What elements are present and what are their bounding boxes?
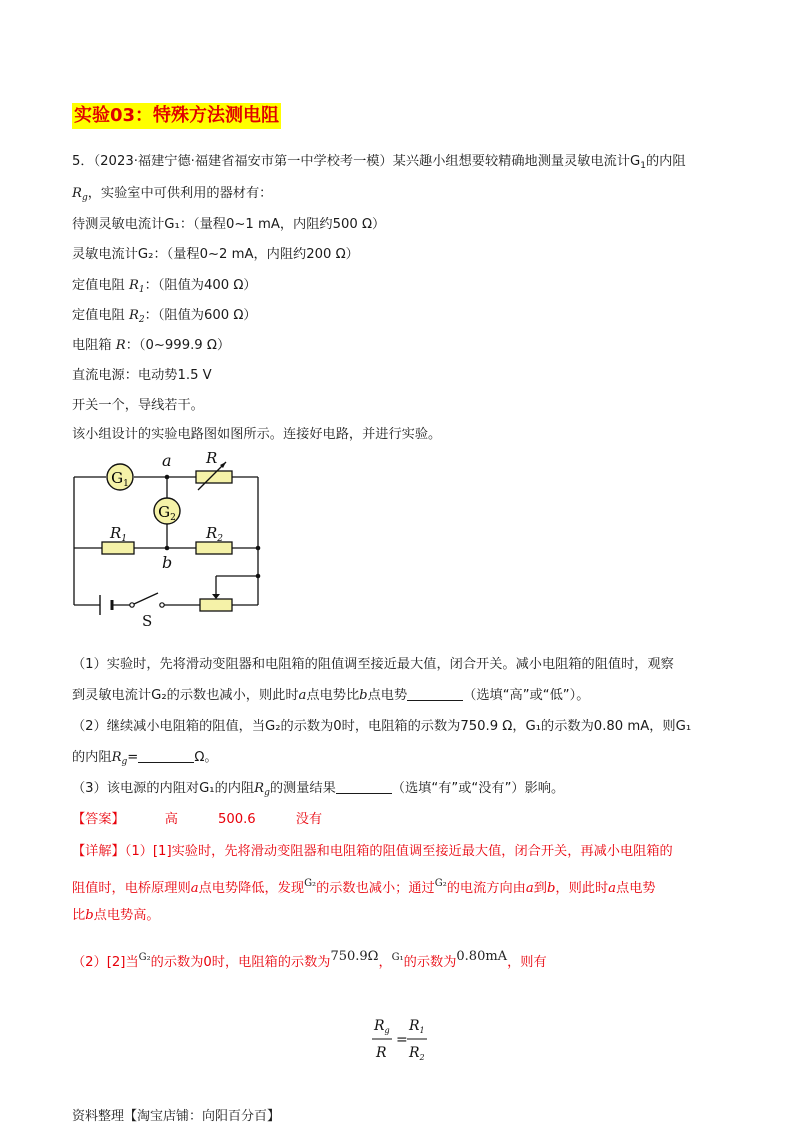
label-b: b [162,553,173,572]
q3-line-1: （3）该电源的内阻对G₁的内阻$R_g$的测量结果 （选填“有”或“没有”）影响。 [72,781,565,798]
node-slider-dot [256,574,261,579]
circuit-diagram [66,448,276,628]
answer-blank [336,781,392,794]
label-r1: $R_1$ [110,524,128,544]
formula-denominator-right: $R_2$ [409,1045,425,1062]
formula-numerator-left: $R_g$ [374,1018,390,1035]
q1-line-1: （1）实验时，先将滑动变阻器和电阻箱的阻值调至接近最大值，闭合开关。减小电阻箱的阻值时，观察 [72,657,674,672]
equipment-g1: 待测灵敏电流计G₁：（量程0~1 mA，内阻约500 Ω） [72,217,386,232]
equipment-resistance-box: 电阻箱 R：（0~999.9 Ω） [72,338,231,353]
switch-lever [134,593,158,604]
g2-label: $G_2$ [158,503,176,523]
detail-part-2: （2）[2]当$^{G_2}$的示数为0时，电阻箱的示数为750.9Ω，$^{G_1}$的示数为0.80mA，则有 [72,949,547,970]
formula-equals: = [396,1032,408,1048]
rheostat [200,599,232,611]
formula-denominator-left: R [376,1045,387,1061]
label-a: a [162,451,172,470]
equipment-r2: 定值电阻 $R_2$：（阻值为600 Ω） [72,308,257,325]
label-r: R [206,449,218,467]
node-a-dot [165,475,170,480]
q2-line-2: 的内阻$R_g= \Omega$。 [72,750,218,767]
q2-line-1: （2）继续减小电阻箱的阻值，当G₂的示数为0时，电阻箱的示数为750.9 Ω，G₁的示数为0.80 mA，则G₁ [72,719,692,734]
switch-contact [160,603,164,607]
page-footer: 资料整理【淘宝店铺：向阳百分百】 [72,1109,281,1124]
detail-line-3: 比b点电势高。 [72,908,160,923]
q1-line-2: 到灵敏电流计G₂的示数也减小，则此时a点电势比b点电势 （选填“高”或“低”）。 [72,688,590,703]
answer-blank [407,688,463,701]
ratio-formula [370,1010,430,1070]
label-s: S [142,612,153,628]
section-heading: 实验03：特殊方法测电阻 [72,103,281,129]
equipment-r1: 定值电阻 $R_1$：（阻值为400 Ω） [72,278,257,295]
equipment-switch: 开关一个，导线若干。 [72,398,204,413]
node-b-dot [165,546,170,551]
resistor-r1 [102,542,134,554]
equipment-g2: 灵敏电流计G₂：（量程0~2 mA，内阻约200 Ω） [72,247,359,262]
design-sentence: 该小组设计的实验电路图如图所示。连接好电路，并进行实验。 [72,427,442,442]
resistance-box [196,471,232,483]
node-right-dot [256,546,261,551]
formula-numerator-right: $R_1$ [409,1018,425,1035]
slider-arrowhead [212,594,220,599]
answer-line: 【答案】 高 500.6 没有 [72,812,323,827]
question-line-2: $R_g$，实验室中可供利用的器材有： [72,186,273,203]
answer-blank [138,750,194,763]
g1-label: $G_1$ [111,469,129,489]
resistor-r2 [196,542,232,554]
label-r2: $R_2$ [206,524,224,544]
detail-line-1: 【详解】（1）[1]实验时，先将滑动变阻器和电阻箱的阻值调至接近最大值，闭合开关，再减小电阻箱的 [72,844,673,859]
equipment-source: 直流电源：电动势1.5 V [72,368,212,383]
switch-contact [130,603,134,607]
detail-line-2: 阻值时，电桥原理则a点电势降低，发现$^{G_2}$的示数也减小；通过$^{G_2}$的电流方向由a到b，则此时a点电势 [72,878,656,896]
question-line-1: 5．（2023·福建宁德·福建省福安市第一中学校考一模）某兴趣小组想要较精确地测量灵敏电流计$G_1$的内阻 [72,154,686,171]
